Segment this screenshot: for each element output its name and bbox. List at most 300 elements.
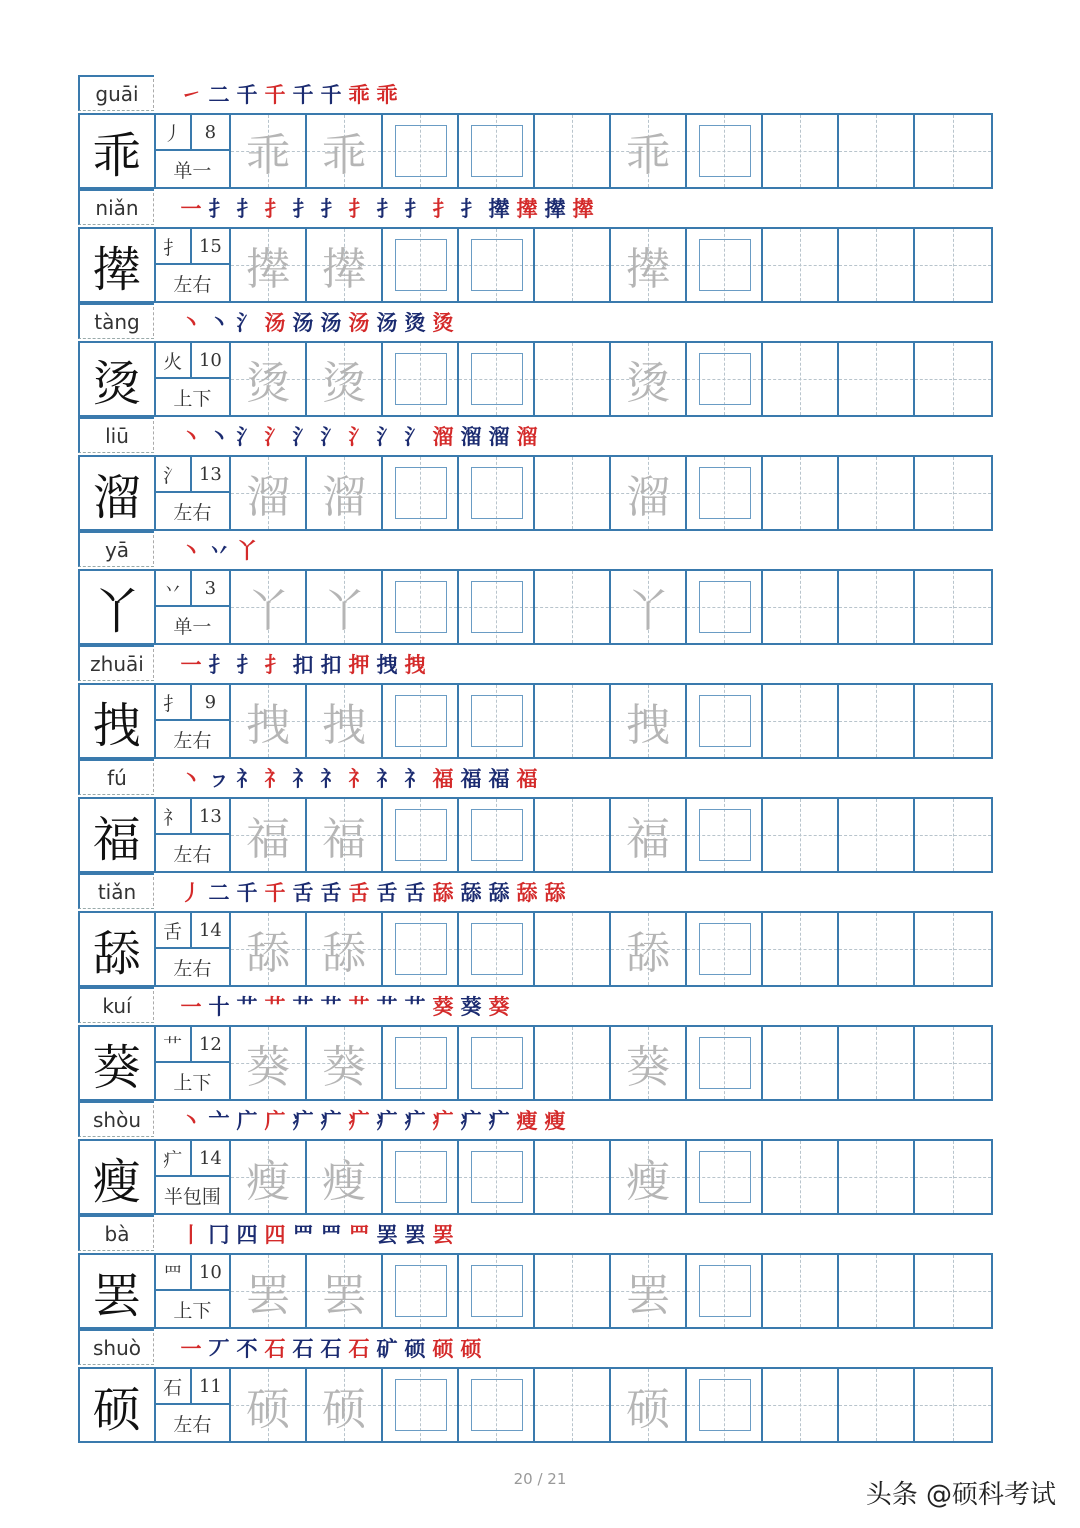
stroke-step: 溜 bbox=[516, 424, 538, 449]
inner-box bbox=[699, 467, 751, 519]
box-cell[interactable] bbox=[459, 799, 535, 871]
character-entry bbox=[78, 759, 993, 873]
inner-box bbox=[471, 353, 523, 405]
pinyin-row bbox=[78, 759, 993, 797]
trace-character: 丫 bbox=[626, 586, 671, 637]
blank-cell[interactable] bbox=[915, 1141, 991, 1213]
stroke-step: 舔 bbox=[516, 880, 538, 905]
inner-box bbox=[471, 809, 523, 861]
stroke-step: 撵 bbox=[516, 196, 538, 221]
stroke-step: 扌 bbox=[376, 196, 398, 221]
blank-cell[interactable] bbox=[535, 685, 611, 757]
writing-grid bbox=[78, 113, 993, 189]
blank-cell[interactable] bbox=[535, 799, 611, 871]
stroke-step: 扣 bbox=[292, 652, 314, 677]
blank-cell[interactable] bbox=[915, 1255, 991, 1327]
box-cell[interactable] bbox=[687, 343, 763, 415]
box-cell[interactable] bbox=[459, 229, 535, 301]
stroke-step: 福 bbox=[432, 766, 454, 791]
trace-character: 硕 bbox=[626, 1384, 671, 1435]
box-cell[interactable] bbox=[383, 229, 459, 301]
trace-cell[interactable] bbox=[307, 1027, 383, 1099]
stroke-step: 扌 bbox=[208, 652, 230, 677]
stroke-step: 福 bbox=[516, 766, 538, 791]
blank-cell[interactable] bbox=[763, 571, 839, 643]
trace-character: 福 bbox=[626, 814, 671, 865]
trace-cell[interactable] bbox=[611, 457, 687, 529]
blank-cell[interactable] bbox=[839, 343, 915, 415]
trace-cell[interactable] bbox=[231, 457, 307, 529]
stroke-order bbox=[178, 1217, 456, 1249]
character-info bbox=[156, 115, 232, 187]
writing-grid bbox=[78, 1367, 993, 1443]
character-entry bbox=[78, 189, 993, 303]
pinyin: niǎn bbox=[78, 189, 154, 225]
blank-cell[interactable] bbox=[763, 799, 839, 871]
stroke-step: 汤 bbox=[348, 310, 370, 335]
stroke-step: 扌 bbox=[292, 196, 314, 221]
blank-cell[interactable] bbox=[535, 1255, 611, 1327]
box-cell[interactable] bbox=[459, 115, 535, 187]
box-cell[interactable] bbox=[383, 1027, 459, 1099]
stroke-step: 丶 bbox=[180, 1108, 202, 1133]
stroke-step: 扌 bbox=[236, 196, 258, 221]
trace-cell[interactable] bbox=[231, 1369, 307, 1441]
trace-cell[interactable] bbox=[611, 1255, 687, 1327]
stroke-step: 押 bbox=[348, 652, 370, 677]
trace-character: 拽 bbox=[246, 700, 291, 751]
blank-cell[interactable] bbox=[763, 1255, 839, 1327]
inner-box bbox=[395, 923, 447, 975]
stroke-count: 9 bbox=[204, 691, 217, 713]
stroke-step: 丿 bbox=[180, 880, 202, 905]
inner-box bbox=[395, 809, 447, 861]
stroke-step: 丨 bbox=[180, 1222, 202, 1247]
stroke-step: 舌 bbox=[348, 880, 370, 905]
inner-box bbox=[471, 695, 523, 747]
box-cell[interactable] bbox=[687, 1369, 763, 1441]
stroke-order bbox=[178, 77, 400, 109]
stroke-step: 氵 bbox=[236, 424, 258, 449]
stroke-step: 千 bbox=[236, 82, 258, 107]
trace-cell[interactable] bbox=[231, 1255, 307, 1327]
stroke-step: 罢 bbox=[404, 1222, 426, 1247]
blank-cell[interactable] bbox=[839, 1027, 915, 1099]
inner-box bbox=[699, 1379, 751, 1431]
stroke-count: 14 bbox=[198, 919, 222, 941]
structure: 左右 bbox=[173, 957, 212, 980]
trace-character: 葵 bbox=[626, 1042, 671, 1093]
blank-cell[interactable] bbox=[839, 1141, 915, 1213]
stroke-step: 福 bbox=[488, 766, 510, 791]
structure: 半包围 bbox=[163, 1185, 221, 1208]
inner-box bbox=[471, 923, 523, 975]
stroke-step: 葵 bbox=[488, 994, 510, 1019]
blank-cell[interactable] bbox=[915, 343, 991, 415]
stroke-step: 礻 bbox=[320, 766, 342, 791]
trace-cell[interactable] bbox=[307, 1369, 383, 1441]
stroke-order bbox=[178, 761, 540, 793]
blank-cell[interactable] bbox=[535, 1141, 611, 1213]
inner-box bbox=[395, 239, 447, 291]
stroke-order bbox=[178, 647, 428, 679]
inner-box bbox=[471, 467, 523, 519]
character-entry bbox=[78, 75, 993, 189]
box-cell[interactable] bbox=[383, 1369, 459, 1441]
trace-cell[interactable] bbox=[231, 1027, 307, 1099]
blank-cell[interactable] bbox=[839, 913, 915, 985]
box-cell[interactable] bbox=[383, 571, 459, 643]
pinyin: tàng bbox=[78, 303, 154, 339]
character-info bbox=[156, 685, 232, 757]
stroke-count: 3 bbox=[204, 577, 217, 599]
trace-cell[interactable] bbox=[307, 685, 383, 757]
blank-cell[interactable] bbox=[763, 115, 839, 187]
inner-box bbox=[471, 581, 523, 633]
trace-character: 溜 bbox=[626, 472, 671, 523]
stroke-step: 福 bbox=[460, 766, 482, 791]
blank-cell[interactable] bbox=[839, 1255, 915, 1327]
page-number: 20 / 21 bbox=[513, 1470, 567, 1488]
blank-cell[interactable] bbox=[915, 229, 991, 301]
trace-cell[interactable] bbox=[307, 457, 383, 529]
character-info bbox=[156, 229, 232, 301]
stroke-step: 氵 bbox=[236, 310, 258, 335]
trace-character: 撵 bbox=[626, 244, 671, 295]
stroke-step: 舌 bbox=[376, 880, 398, 905]
stroke-count: 10 bbox=[198, 349, 222, 371]
blank-cell[interactable] bbox=[535, 229, 611, 301]
writing-grid bbox=[78, 227, 993, 303]
character-info bbox=[156, 457, 232, 529]
character-entry bbox=[78, 1215, 993, 1329]
blank-cell[interactable] bbox=[915, 571, 991, 643]
inner-box bbox=[471, 1037, 523, 1089]
box-cell[interactable] bbox=[383, 799, 459, 871]
stroke-step: 疒 bbox=[404, 1108, 426, 1133]
box-cell[interactable] bbox=[687, 799, 763, 871]
inner-box bbox=[471, 239, 523, 291]
stroke-step: 撵 bbox=[544, 196, 566, 221]
stroke-step: 氵 bbox=[320, 424, 342, 449]
box-cell[interactable] bbox=[383, 1255, 459, 1327]
main-character: 福 bbox=[80, 799, 156, 871]
trace-character: 乖 bbox=[626, 130, 671, 181]
box-cell[interactable] bbox=[687, 1027, 763, 1099]
box-cell[interactable] bbox=[383, 343, 459, 415]
stroke-count: 13 bbox=[198, 805, 222, 827]
blank-cell[interactable] bbox=[763, 913, 839, 985]
box-cell[interactable] bbox=[383, 115, 459, 187]
box-cell[interactable] bbox=[687, 685, 763, 757]
stroke-step: 扌 bbox=[432, 196, 454, 221]
inner-box bbox=[395, 1037, 447, 1089]
box-cell[interactable] bbox=[687, 913, 763, 985]
trace-character: 罢 bbox=[626, 1270, 671, 1321]
trace-character: 丫 bbox=[246, 586, 291, 637]
box-cell[interactable] bbox=[687, 1141, 763, 1213]
box-cell[interactable] bbox=[687, 1255, 763, 1327]
pinyin: fú bbox=[78, 759, 154, 795]
trace-cell[interactable] bbox=[231, 343, 307, 415]
trace-cell[interactable] bbox=[307, 799, 383, 871]
trace-cell[interactable] bbox=[611, 913, 687, 985]
trace-cell[interactable] bbox=[307, 115, 383, 187]
character-info bbox=[156, 1141, 232, 1213]
stroke-step: 汤 bbox=[320, 310, 342, 335]
stroke-step: 拽 bbox=[376, 652, 398, 677]
trace-cell[interactable] bbox=[611, 799, 687, 871]
character-entry bbox=[78, 873, 993, 987]
radical: 舌 bbox=[156, 913, 192, 947]
box-cell[interactable] bbox=[687, 229, 763, 301]
blank-cell[interactable] bbox=[535, 1369, 611, 1441]
structure: 左右 bbox=[173, 729, 212, 752]
stroke-order bbox=[178, 875, 568, 907]
trace-character: 乖 bbox=[246, 130, 291, 181]
blank-cell[interactable] bbox=[839, 229, 915, 301]
trace-character: 罢 bbox=[246, 1270, 291, 1321]
trace-cell[interactable] bbox=[307, 1255, 383, 1327]
practice-sheet bbox=[78, 75, 993, 1443]
character-entry bbox=[78, 303, 993, 417]
stroke-step: 扌 bbox=[208, 196, 230, 221]
stroke-step: 瘦 bbox=[516, 1108, 538, 1133]
writing-grid bbox=[78, 797, 993, 873]
stroke-step: 一 bbox=[180, 994, 202, 1019]
inner-box bbox=[699, 695, 751, 747]
trace-character: 舔 bbox=[246, 928, 291, 979]
writing-grid bbox=[78, 683, 993, 759]
trace-cell[interactable] bbox=[307, 1141, 383, 1213]
stroke-step: 氵 bbox=[292, 424, 314, 449]
pinyin: guāi bbox=[78, 75, 154, 111]
stroke-step: 扌 bbox=[264, 652, 286, 677]
stroke-step: 一 bbox=[180, 652, 202, 677]
stroke-step: 扌 bbox=[264, 196, 286, 221]
radical: 艹 bbox=[156, 1027, 192, 1061]
stroke-step: 舌 bbox=[404, 880, 426, 905]
stroke-step: 溜 bbox=[460, 424, 482, 449]
stroke-step: 石 bbox=[292, 1336, 314, 1361]
structure: 上下 bbox=[173, 1299, 212, 1322]
trace-character: 溜 bbox=[322, 472, 367, 523]
stroke-step: 礻 bbox=[264, 766, 286, 791]
stroke-step: 汤 bbox=[376, 310, 398, 335]
blank-cell[interactable] bbox=[915, 799, 991, 871]
blank-cell[interactable] bbox=[915, 115, 991, 187]
blank-cell[interactable] bbox=[763, 229, 839, 301]
box-cell[interactable] bbox=[459, 571, 535, 643]
pinyin: liū bbox=[78, 417, 154, 453]
trace-character: 瘦 bbox=[246, 1156, 291, 1207]
structure: 左右 bbox=[173, 843, 212, 866]
writing-grid bbox=[78, 911, 993, 987]
trace-character: 舔 bbox=[322, 928, 367, 979]
trace-character: 瘦 bbox=[322, 1156, 367, 1207]
stroke-step: 四 bbox=[264, 1222, 286, 1247]
box-cell[interactable] bbox=[459, 685, 535, 757]
blank-cell[interactable] bbox=[839, 685, 915, 757]
trace-cell[interactable] bbox=[231, 571, 307, 643]
stroke-step: 丫 bbox=[236, 538, 258, 563]
inner-box bbox=[395, 695, 447, 747]
trace-cell[interactable] bbox=[611, 229, 687, 301]
blank-cell[interactable] bbox=[915, 457, 991, 529]
stroke-step: 葵 bbox=[460, 994, 482, 1019]
radical: 丷 bbox=[156, 571, 192, 605]
blank-cell[interactable] bbox=[763, 1141, 839, 1213]
blank-cell[interactable] bbox=[535, 913, 611, 985]
blank-cell[interactable] bbox=[915, 685, 991, 757]
stroke-step: 扣 bbox=[320, 652, 342, 677]
box-cell[interactable] bbox=[459, 1141, 535, 1213]
stroke-step: 疒 bbox=[348, 1108, 370, 1133]
stroke-step: 疒 bbox=[432, 1108, 454, 1133]
box-cell[interactable] bbox=[687, 115, 763, 187]
trace-cell[interactable] bbox=[611, 571, 687, 643]
trace-character: 撵 bbox=[246, 244, 291, 295]
blank-cell[interactable] bbox=[763, 1027, 839, 1099]
stroke-step: 广 bbox=[236, 1108, 258, 1133]
stroke-step: 扌 bbox=[236, 652, 258, 677]
blank-cell[interactable] bbox=[535, 1027, 611, 1099]
stroke-step: 丷 bbox=[208, 538, 230, 563]
box-cell[interactable] bbox=[459, 1027, 535, 1099]
box-cell[interactable] bbox=[459, 457, 535, 529]
trace-character: 瘦 bbox=[626, 1156, 671, 1207]
stroke-step: 礻 bbox=[404, 766, 426, 791]
trace-cell[interactable] bbox=[307, 229, 383, 301]
inner-box bbox=[699, 239, 751, 291]
stroke-step: 舔 bbox=[460, 880, 482, 905]
blank-cell[interactable] bbox=[763, 1369, 839, 1441]
stroke-step: 撵 bbox=[572, 196, 594, 221]
character-entry bbox=[78, 417, 993, 531]
main-character: 烫 bbox=[80, 343, 156, 415]
blank-cell[interactable] bbox=[763, 685, 839, 757]
trace-cell[interactable] bbox=[307, 343, 383, 415]
box-cell[interactable] bbox=[459, 343, 535, 415]
stroke-step: 艹 bbox=[236, 994, 258, 1019]
inner-box bbox=[699, 353, 751, 405]
pinyin-row bbox=[78, 1329, 993, 1367]
box-cell[interactable] bbox=[687, 457, 763, 529]
stroke-step: 溜 bbox=[488, 424, 510, 449]
trace-cell[interactable] bbox=[231, 685, 307, 757]
stroke-order bbox=[178, 533, 260, 565]
box-cell[interactable] bbox=[459, 913, 535, 985]
trace-cell[interactable] bbox=[231, 229, 307, 301]
trace-character: 拽 bbox=[626, 700, 671, 751]
stroke-step: 疒 bbox=[488, 1108, 510, 1133]
trace-cell[interactable] bbox=[611, 115, 687, 187]
trace-cell[interactable] bbox=[231, 913, 307, 985]
main-character: 撵 bbox=[80, 229, 156, 301]
box-cell[interactable] bbox=[383, 685, 459, 757]
main-character: 葵 bbox=[80, 1027, 156, 1099]
box-cell[interactable] bbox=[383, 1141, 459, 1213]
structure: 左右 bbox=[173, 273, 212, 296]
character-entry bbox=[78, 987, 993, 1101]
box-cell[interactable] bbox=[459, 1369, 535, 1441]
stroke-step: 艹 bbox=[376, 994, 398, 1019]
box-cell[interactable] bbox=[383, 457, 459, 529]
pinyin-row bbox=[78, 873, 993, 911]
inner-box bbox=[395, 467, 447, 519]
trace-character: 拽 bbox=[322, 700, 367, 751]
trace-cell[interactable] bbox=[611, 1369, 687, 1441]
main-character: 乖 bbox=[80, 115, 156, 187]
blank-cell[interactable] bbox=[915, 1027, 991, 1099]
stroke-step: 瘦 bbox=[544, 1108, 566, 1133]
blank-cell[interactable] bbox=[839, 457, 915, 529]
trace-cell[interactable] bbox=[231, 115, 307, 187]
blank-cell[interactable] bbox=[915, 913, 991, 985]
trace-cell[interactable] bbox=[611, 1027, 687, 1099]
blank-cell[interactable] bbox=[535, 457, 611, 529]
trace-cell[interactable] bbox=[611, 343, 687, 415]
pinyin-row bbox=[78, 417, 993, 455]
pinyin-row bbox=[78, 303, 993, 341]
box-cell[interactable] bbox=[459, 1255, 535, 1327]
blank-cell[interactable] bbox=[535, 115, 611, 187]
blank-cell[interactable] bbox=[763, 343, 839, 415]
box-cell[interactable] bbox=[687, 571, 763, 643]
stroke-step: ㇀ bbox=[180, 82, 202, 107]
stroke-order bbox=[178, 419, 540, 451]
trace-cell[interactable] bbox=[231, 799, 307, 871]
trace-cell[interactable] bbox=[307, 913, 383, 985]
stroke-step: ㇷ bbox=[208, 766, 230, 791]
blank-cell[interactable] bbox=[915, 1369, 991, 1441]
structure: 左右 bbox=[173, 1413, 212, 1436]
blank-cell[interactable] bbox=[839, 115, 915, 187]
trace-cell[interactable] bbox=[611, 685, 687, 757]
box-cell[interactable] bbox=[383, 913, 459, 985]
blank-cell[interactable] bbox=[535, 343, 611, 415]
stroke-order bbox=[178, 305, 456, 337]
blank-cell[interactable] bbox=[839, 1369, 915, 1441]
trace-cell[interactable] bbox=[231, 1141, 307, 1213]
trace-cell[interactable] bbox=[307, 571, 383, 643]
stroke-step: 艹 bbox=[404, 994, 426, 1019]
stroke-step: 丶 bbox=[208, 424, 230, 449]
blank-cell[interactable] bbox=[763, 457, 839, 529]
trace-character: 烫 bbox=[626, 358, 671, 409]
inner-box bbox=[699, 1037, 751, 1089]
trace-cell[interactable] bbox=[611, 1141, 687, 1213]
blank-cell[interactable] bbox=[839, 799, 915, 871]
stroke-step: 礻 bbox=[348, 766, 370, 791]
main-character: 罢 bbox=[80, 1255, 156, 1327]
stroke-order bbox=[178, 1331, 484, 1363]
stroke-count: 13 bbox=[198, 463, 222, 485]
stroke-count: 8 bbox=[204, 121, 217, 143]
character-entry bbox=[78, 1329, 993, 1443]
stroke-step: 疒 bbox=[376, 1108, 398, 1133]
blank-cell[interactable] bbox=[535, 571, 611, 643]
radical: 丿 bbox=[156, 115, 192, 149]
stroke-step: 千 bbox=[292, 82, 314, 107]
stroke-step: 二 bbox=[208, 880, 230, 905]
pinyin-row bbox=[78, 645, 993, 683]
character-info bbox=[156, 343, 232, 415]
stroke-step: 艹 bbox=[264, 994, 286, 1019]
character-info bbox=[156, 571, 232, 643]
stroke-step: 氵 bbox=[264, 424, 286, 449]
blank-cell[interactable] bbox=[839, 571, 915, 643]
